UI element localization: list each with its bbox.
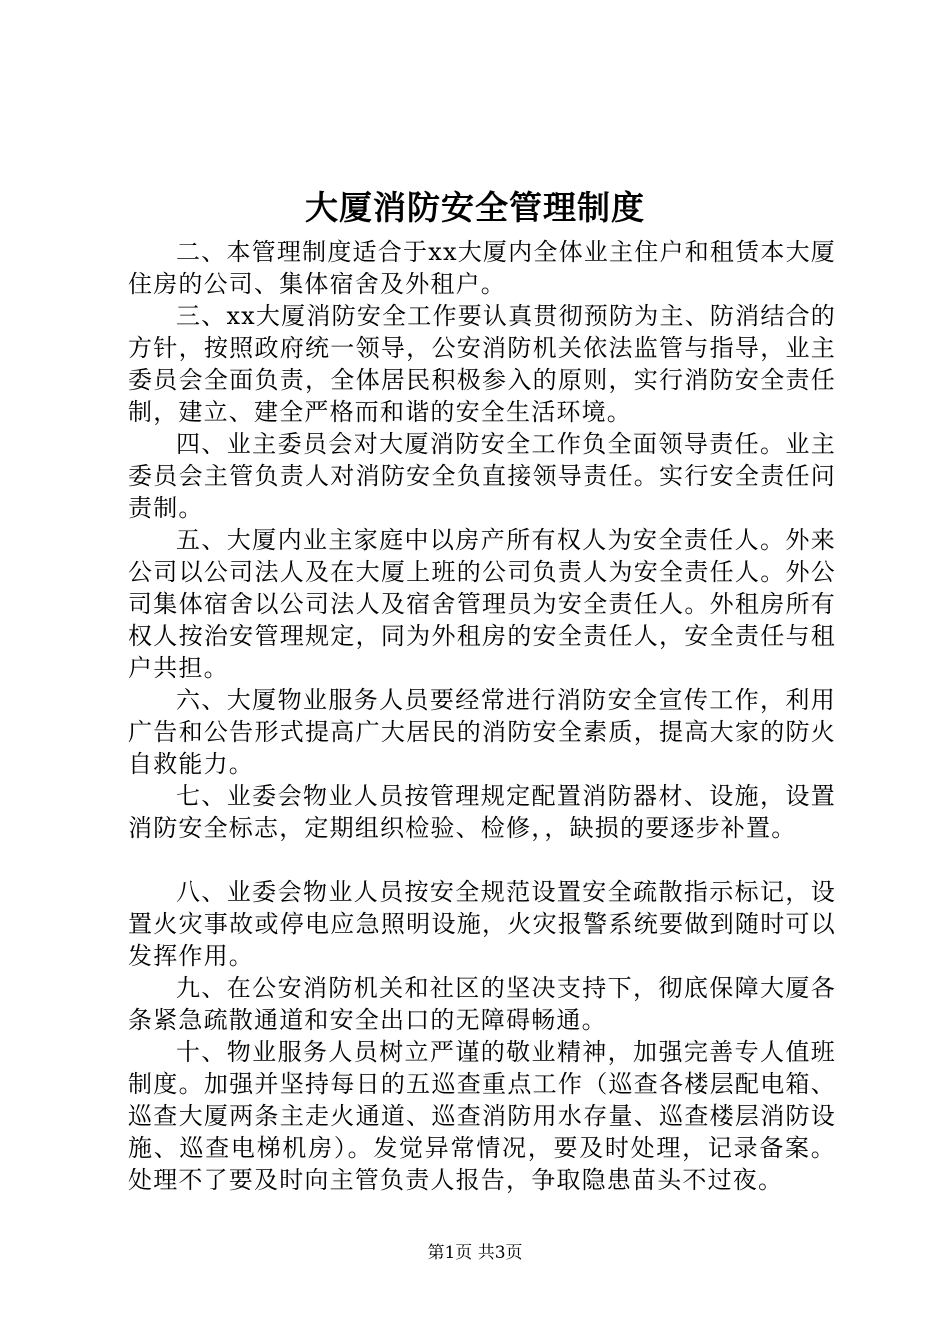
paragraph-7: 七、业委会物业人员按管理规定配置消防器材、设施，设置消防安全标志，定期组织检验、检修，，缺损的要逐步补置。 <box>128 782 836 842</box>
document-body <box>128 236 836 1196</box>
paragraph-9: 九、在公安消防机关和社区的坚决支持下，彻底保障大厦各条紧急疏散通道和安全出口的无障碍畅通。 <box>128 974 836 1034</box>
paragraph-2: 二、本管理制度适合于xx大厦内全体业主住户和租赁本大厦住房的公司、集体宿舍及外租户。 <box>128 238 836 298</box>
paragraph-4: 四、业主委员会对大厦消防安全工作负全面领导责任。业主委员会主管负责人对消防安全负直接领导责任。实行安全责任问责制。 <box>128 430 836 522</box>
page-footer: 第1页 共3页 <box>427 1243 523 1263</box>
paragraph-8: 八、业委会物业人员按安全规范设置安全疏散指示标记，设置火灾事故或停电应急照明设施，火灾报警系统要做到随时可以发挥作用。 <box>128 878 836 970</box>
paragraph-10: 十、物业服务人员树立严谨的敬业精神，加强完善专人值班制度。加强并坚持每日的五巡查重点工作（巡查各楼层配电箱、巡查大厦两条主走火通道、巡查消防用水存量、巡查楼层消防设施、巡查电梯机房）。发觉异常情况，要及时处理，记录备案。处理不了要及时向主管负责人报告，争取隐患苗头不过夜。 <box>128 1038 836 1194</box>
paragraph-6: 六、大厦物业服务人员要经常进行消防安全宣传工作，利用广告和公告形式提高广大居民的消防安全素质，提高大家的防火自救能力。 <box>128 686 836 778</box>
document-title: 大厦消防安全管理制度 <box>305 188 645 227</box>
paragraph-5: 五、大厦内业主家庭中以房产所有权人为安全责任人。外来公司以公司法人及在大厦上班的公司负责人为安全责任人。外公司集体宿舍以公司法人及宿舍管理员为安全责任人。外租房所有权人按治安管理规定，同为外租房的安全责任人，安全责任与租户共担。 <box>128 526 836 682</box>
paragraph-3: 三、xx大厦消防安全工作要认真贯彻预防为主、防消结合的方针，按照政府统一领导，公安消防机关依法监管与指导，业主委员会全面负责，全体居民积极参入的原则，实行消防安全责任制，建立、建全严格而和谐的安全生活环境。 <box>128 302 836 426</box>
